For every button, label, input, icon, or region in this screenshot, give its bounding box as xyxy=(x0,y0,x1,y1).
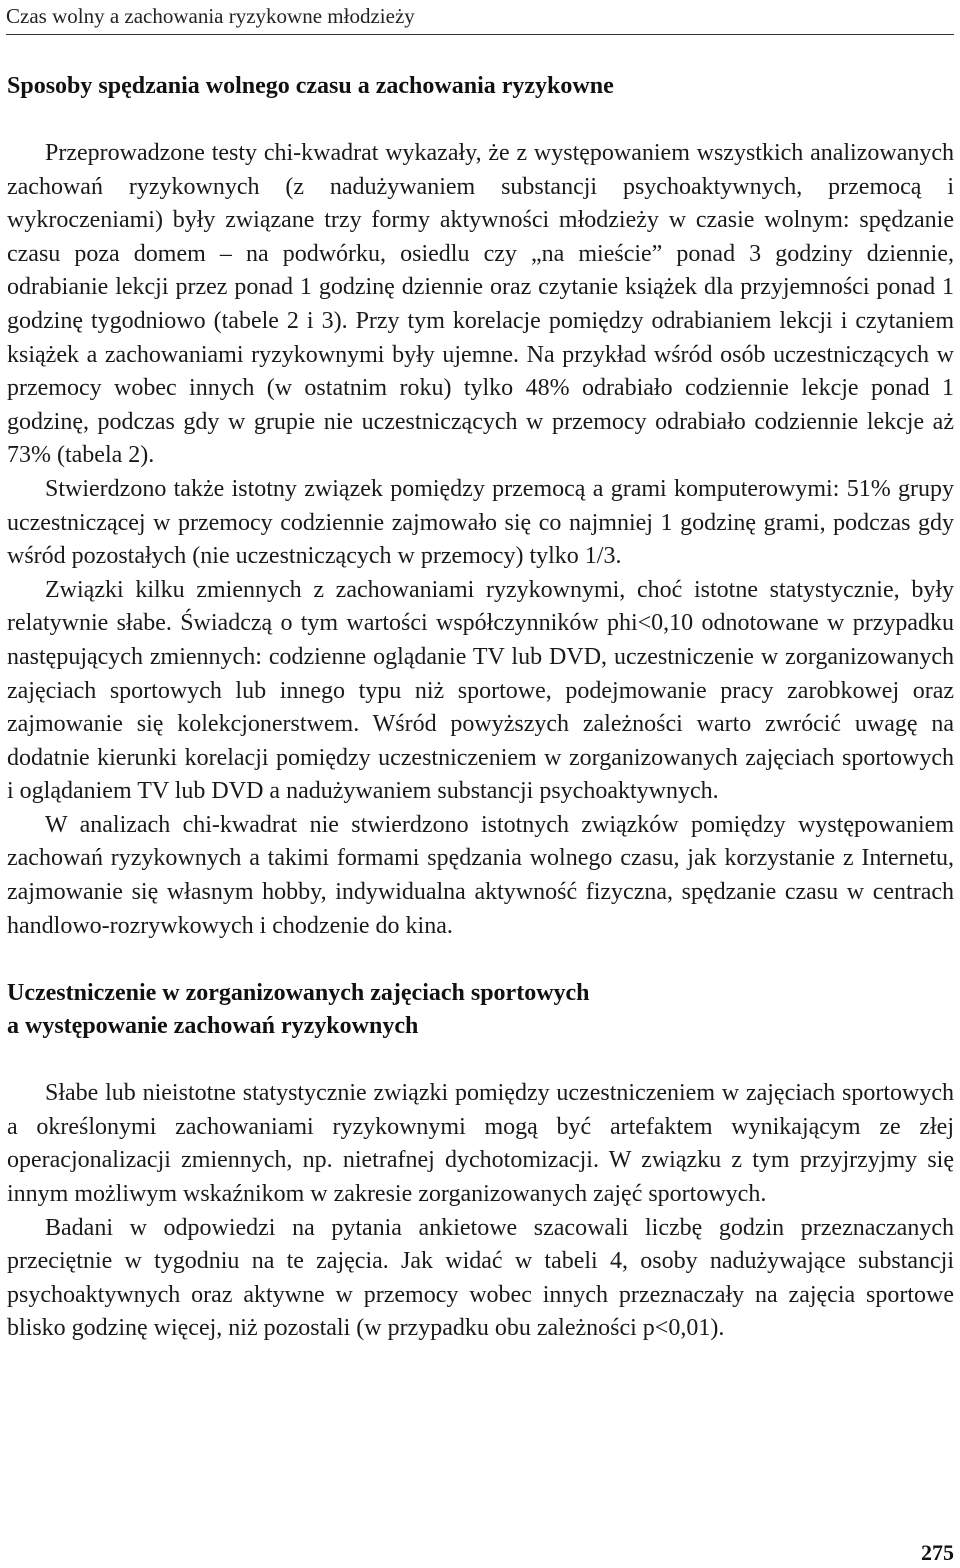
page-body xyxy=(7,70,954,1346)
section-heading xyxy=(7,977,954,1043)
page-number: 275 xyxy=(921,1540,954,1565)
running-header: Czas wolny a zachowania ryzykowne młodzieży xyxy=(6,4,415,28)
paragraph: Przeprowadzone testy chi-kwadrat wykazały, że z występowaniem wszystkich analizowanych zachowań ryzykownych (z nadużywaniem substancji psychoaktywnych, przemocą i wykroczeniami) były związane trzy formy aktywności młodzieży w czasie wolnym: spędzanie czasu poza domem – na podwórku, osiedlu czy „na mieście” ponad 3 godziny dziennie, odrabianie lekcji przez ponad 1 godzinę dziennie oraz czytanie książek dla przyjemności ponad 1 godzinę tygodniowo (tabele 2 i 3). Przy tym korelacje pomiędzy odrabianiem lekcji i czytaniem książek a zachowaniami ryzykownymi były ujemne. Na przykład wśród osób uczestniczących w przemocy wobec innych (w ostatnim roku) tylko 48% odrabiało codziennie lekcje ponad 1 godzinę, podczas gdy w grupie nie uczestniczących w przemocy odrabiało codziennie lekcje aż 73% (tabela 2). xyxy=(7,140,954,469)
paragraph: Stwierdzono także istotny związek pomiędzy przemocą a grami komputerowymi: 51% grupy uczestniczącej w przemocy codziennie zajmowało się co najmniej 1 godzinę grami, podczas gdy wśród pozostałych (nie uczestniczących w przemocy) tylko 1/3. xyxy=(7,475,954,570)
paragraph: Związki kilku zmiennych z zachowaniami ryzykownymi, choć istotne statystycznie, były relatywnie słabe. Świadczą o tym wartości współczynników phi<0,10 odnotowane w przypadku następujących zmiennych: codzienne oglądanie TV lub DVD, uczestniczenie w zorganizowanych zajęciach sportowych lub innego typu niż sportowe, podejmowanie pracy zarobkowej oraz zajmowanie się kolekcjonerstwem. Wśród powyższych zależności warto zwrócić uwagę na dodatnie kierunki korelacji pomiędzy uczestniczeniem w zorganizowanych zajęciach sportowych i oglądaniem TV lub DVD a nadużywaniem substancji psychoaktywnych. xyxy=(7,576,954,805)
section-heading-line: Uczestniczenie w zorganizowanych zajęciach sportowych xyxy=(7,980,590,1007)
header-rule xyxy=(6,34,954,35)
paragraph: Badani w odpowiedzi na pytania ankietowe szacowali liczbę godzin przeznaczanych przeciętnie w tygodniu na te zajęcia. Jak widać w tabeli 4, osoby nadużywające substancji psychoaktywnych oraz aktywne w przemocy wobec innych przeznaczały na zajęcia sportowe blisko godzinę więcej, niż pozostali (w przypadku obu zależności p<0,01). xyxy=(7,1214,954,1342)
section-heading-line: a występowanie zachowań ryzykownych xyxy=(7,1013,419,1040)
section-heading: Sposoby spędzania wolnego czasu a zachowania ryzykowne xyxy=(7,73,614,99)
paragraph: Słabe lub nieistotne statystycznie związki pomiędzy uczestniczeniem w zajęciach sportowych a określonymi zachowaniami ryzykownymi mogą być artefaktem wynikającym ze złej operacjonalizacji zmiennych, np. nietrafnej dychotomizacji. W związku z tym przyjrzyjmy się innym możliwym wskaźnikom w zakresie zorganizowanych zajęć sportowych. xyxy=(7,1080,954,1208)
paragraph: W analizach chi-kwadrat nie stwierdzono istotnych związków pomiędzy występowaniem zachowań ryzykownych a takimi formami spędzania wolnego czasu, jak korzystanie z Internetu, zajmowanie się własnym hobby, indywidualna aktywność fizyczna, spędzanie czasu w centrach handlowo-rozrywkowych i chodzenie do kina. xyxy=(7,811,954,939)
